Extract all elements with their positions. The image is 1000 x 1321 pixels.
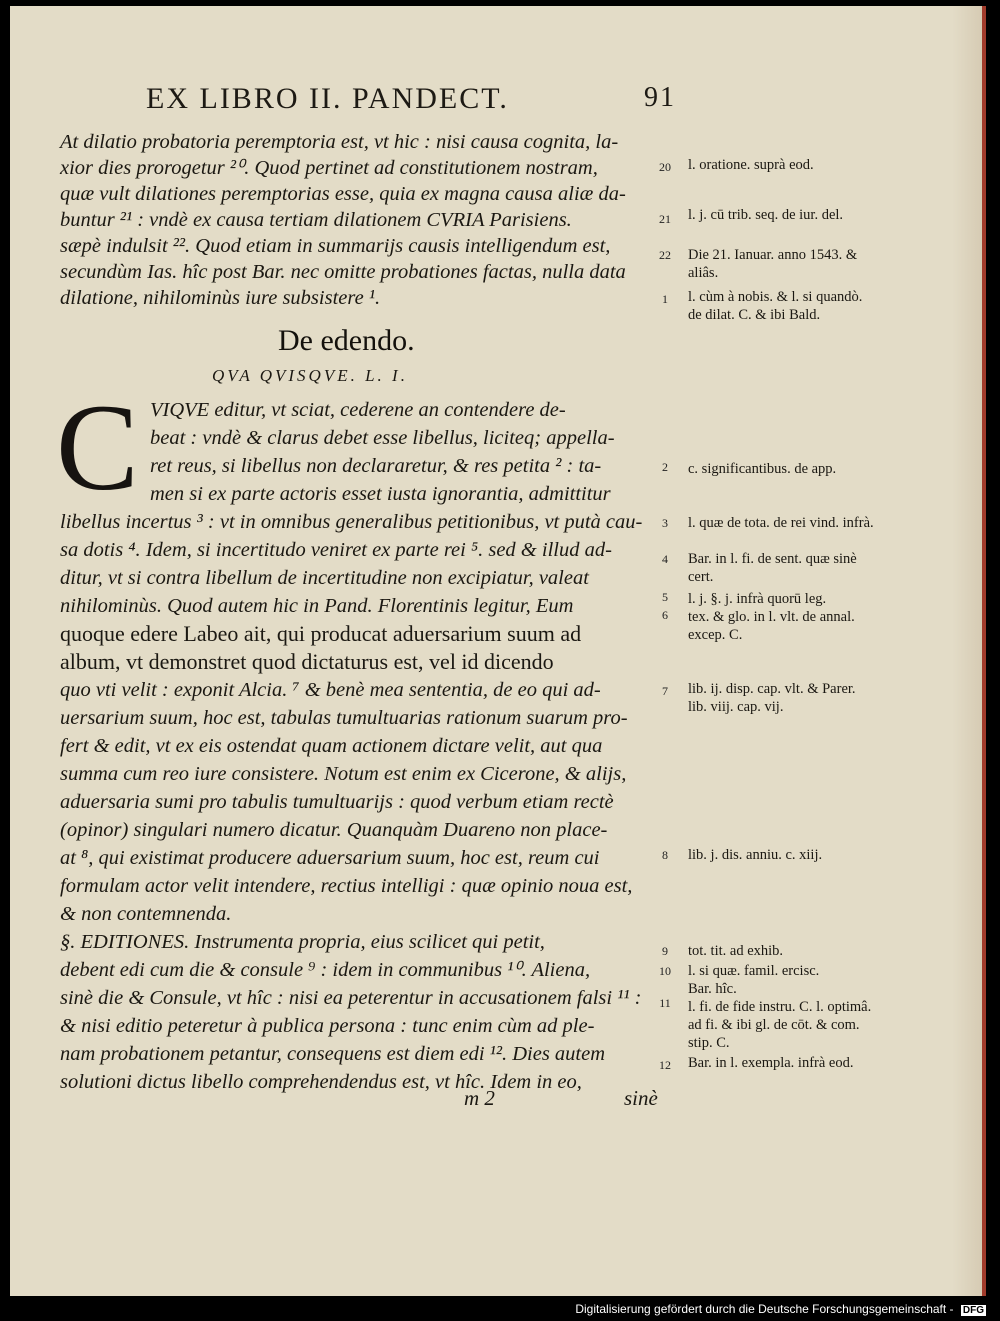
text-line: nam probationem petantur, consequens est diem edi ¹². Dies autem	[60, 1043, 606, 1065]
margin-note: l. fi. de fide instru. C. l. optimâ. ad fi. & ibi gl. de cōt. & com. stip. C.	[688, 999, 872, 1051]
margin-number: 1	[662, 292, 668, 306]
text-line: xior dies prorogetur ²⁰. Quod pertinet ad constitutionem nostram,	[60, 157, 598, 179]
margin-note: lib. ij. disp. cap. vlt. & Parer. lib. viij. cap. vij.	[688, 681, 856, 715]
margin-number: 8	[662, 848, 668, 862]
text-line: beat : vndè & clarus debet esse libellus, liciteq; appella-	[150, 427, 615, 449]
text-line: ret reus, si libellus non declararetur, & res petita ² : ta-	[150, 455, 602, 477]
running-header	[146, 82, 676, 120]
text-line: quoque edere Labeo ait, qui producat aduersarium suum ad	[60, 621, 582, 646]
text-line: fert & edit, vt ex eis ostendat quam actionem dictare velit, aut qua	[60, 735, 603, 757]
margin-number: 2	[662, 460, 668, 474]
margin-number: 10	[659, 964, 671, 978]
section-title: De edendo.	[278, 324, 415, 357]
text-line: solutioni dictus libello comprehendendus est, vt hîc. Idem in eo,	[60, 1071, 582, 1093]
footer-text: Digitalisierung gefördert durch die Deutsche Forschungsgemeinschaft -	[575, 1302, 954, 1316]
signature-mark: m 2	[464, 1086, 495, 1110]
margin-number: 5	[662, 590, 668, 604]
margin-note: l. si quæ. famil. ercisc.	[688, 963, 820, 979]
text-line: & non contemnenda.	[60, 903, 232, 925]
text-line: at ⁸, qui existimat producere aduersarium suum, hoc est, reum cui	[60, 847, 600, 869]
margin-number: 22	[659, 248, 671, 262]
margin-number: 9	[662, 944, 668, 958]
margin-number: 20	[659, 160, 671, 174]
text-line: VIQVE editur, vt sciat, cederene an contendere de-	[150, 399, 566, 421]
margin-number: 7	[662, 684, 668, 698]
dfg-logo: DFG	[962, 1305, 984, 1316]
digitization-footer	[575, 1302, 986, 1316]
text-line: (opinor) singulari numero dicatur. Quanquàm Duareno non place-	[60, 819, 608, 841]
margin-note: lib. j. dis. anniu. c. xiij.	[688, 847, 823, 863]
running-title: EX LIBRO II. PANDECT.	[146, 82, 509, 115]
text-line: nihilominùs. Quod autem hic in Pand. Florentinis legitur, Eum	[60, 595, 574, 617]
margin-note: tex. & glo. in l. vlt. de annal. excep. C.	[688, 609, 855, 643]
margin-number: 11	[659, 996, 671, 1010]
catchword: sinè	[624, 1086, 658, 1110]
margin-note: l. quæ de tota. de rei vind. infrà.	[688, 515, 874, 531]
text-line: uersarium suum, hoc est, tabulas tumultuarias rationum suarum pro-	[60, 707, 628, 729]
margin-note: l. oratione. suprà eod.	[688, 157, 814, 173]
margin-note: Bar. hîc.	[688, 981, 737, 997]
page-edge-shadow	[952, 6, 982, 1296]
margin-number: 3	[662, 516, 668, 530]
margin-note: Bar. in l. exempla. infrà eod.	[688, 1055, 854, 1071]
text-line: sa dotis ⁴. Idem, si incertitudo veniret ex parte rei ⁵. sed & illud ad-	[60, 539, 612, 561]
margin-number: 21	[659, 212, 671, 226]
text-line: formulam actor velit intendere, rectius intelligi : quæ opinio noua est,	[60, 875, 633, 897]
margin-note: l. cùm à nobis. & l. si quandò. de dilat. C. & ibi Bald.	[688, 289, 863, 323]
text-line: & nisi editio peteretur à publica persona : tunc enim cùm ad ple-	[60, 1015, 595, 1037]
margin-note: Die 21. Ianuar. anno 1543. & aliâs.	[688, 247, 858, 281]
text-line: aduersaria sumi pro tabulis tumultuarijs : quod verbum etiam rectè	[60, 791, 614, 813]
text-line: sæpè indulsit ²². Quod etiam in summarijs causis intelligendum est,	[60, 235, 611, 257]
section-subtitle: QVA QVISQVE. L. I.	[212, 366, 408, 385]
text-line: dilatione, nihilominùs iure subsistere ¹.	[60, 287, 381, 309]
text-line: buntur ²¹ : vndè ex causa tertiam dilationem CVRIA Parisiens.	[60, 209, 572, 231]
margin-note: Bar. in l. fi. de sent. quæ sinè cert.	[688, 551, 857, 585]
text-line: libellus incertus ³ : vt in omnibus generalibus petitionibus, vt putà cau-	[60, 511, 643, 533]
text-line: sinè die & Consule, vt hîc : nisi ea peterentur in accusationem falsi ¹¹ :	[60, 987, 642, 1009]
text-line: summa cum reo iure consistere. Notum est enim ex Cicerone, & alijs,	[60, 763, 627, 785]
margin-note: tot. tit. ad exhib.	[688, 943, 784, 959]
margin-number: 6	[662, 608, 668, 622]
page-number: 91	[644, 82, 676, 113]
margin-note: c. significantibus. de app.	[688, 461, 837, 477]
text-line: §. EDITIONES. Instrumenta propria, eius scilicet qui petit,	[60, 931, 545, 953]
text-line: men si ex parte actoris esset iusta ignorantia, admittitur	[150, 483, 611, 505]
margin-note: l. j. §. j. infrà quorū leg.	[688, 591, 827, 607]
text-line: debent edi cum die & consule ⁹ : idem in communibus ¹⁰. Aliena,	[60, 959, 591, 981]
text-line: album, vt demonstret quod dictaturus est, vel id dicendo	[60, 649, 554, 674]
margin-number: 12	[659, 1058, 671, 1072]
text-line: quo vti velit : exponit Alcia. ⁷ & benè mea sententia, de eo qui ad-	[60, 679, 601, 701]
text-line: secundùm Ias. hîc post Bar. nec omitte probationes factas, nulla data	[60, 261, 626, 283]
text-line: At dilatio probatoria peremptoria est, vt hic : nisi causa cognita, la-	[60, 131, 619, 153]
margin-number: 4	[662, 552, 668, 566]
text-line: quæ vult dilationes peremptorias esse, quia ex magna causa aliæ da-	[60, 183, 626, 205]
margin-note: l. j. cū trib. seq. de iur. del.	[688, 207, 844, 223]
text-line: ditur, vt si contra libellum de incertitudine non excipiatur, valeat	[60, 567, 589, 589]
drop-capital: C	[56, 379, 139, 516]
